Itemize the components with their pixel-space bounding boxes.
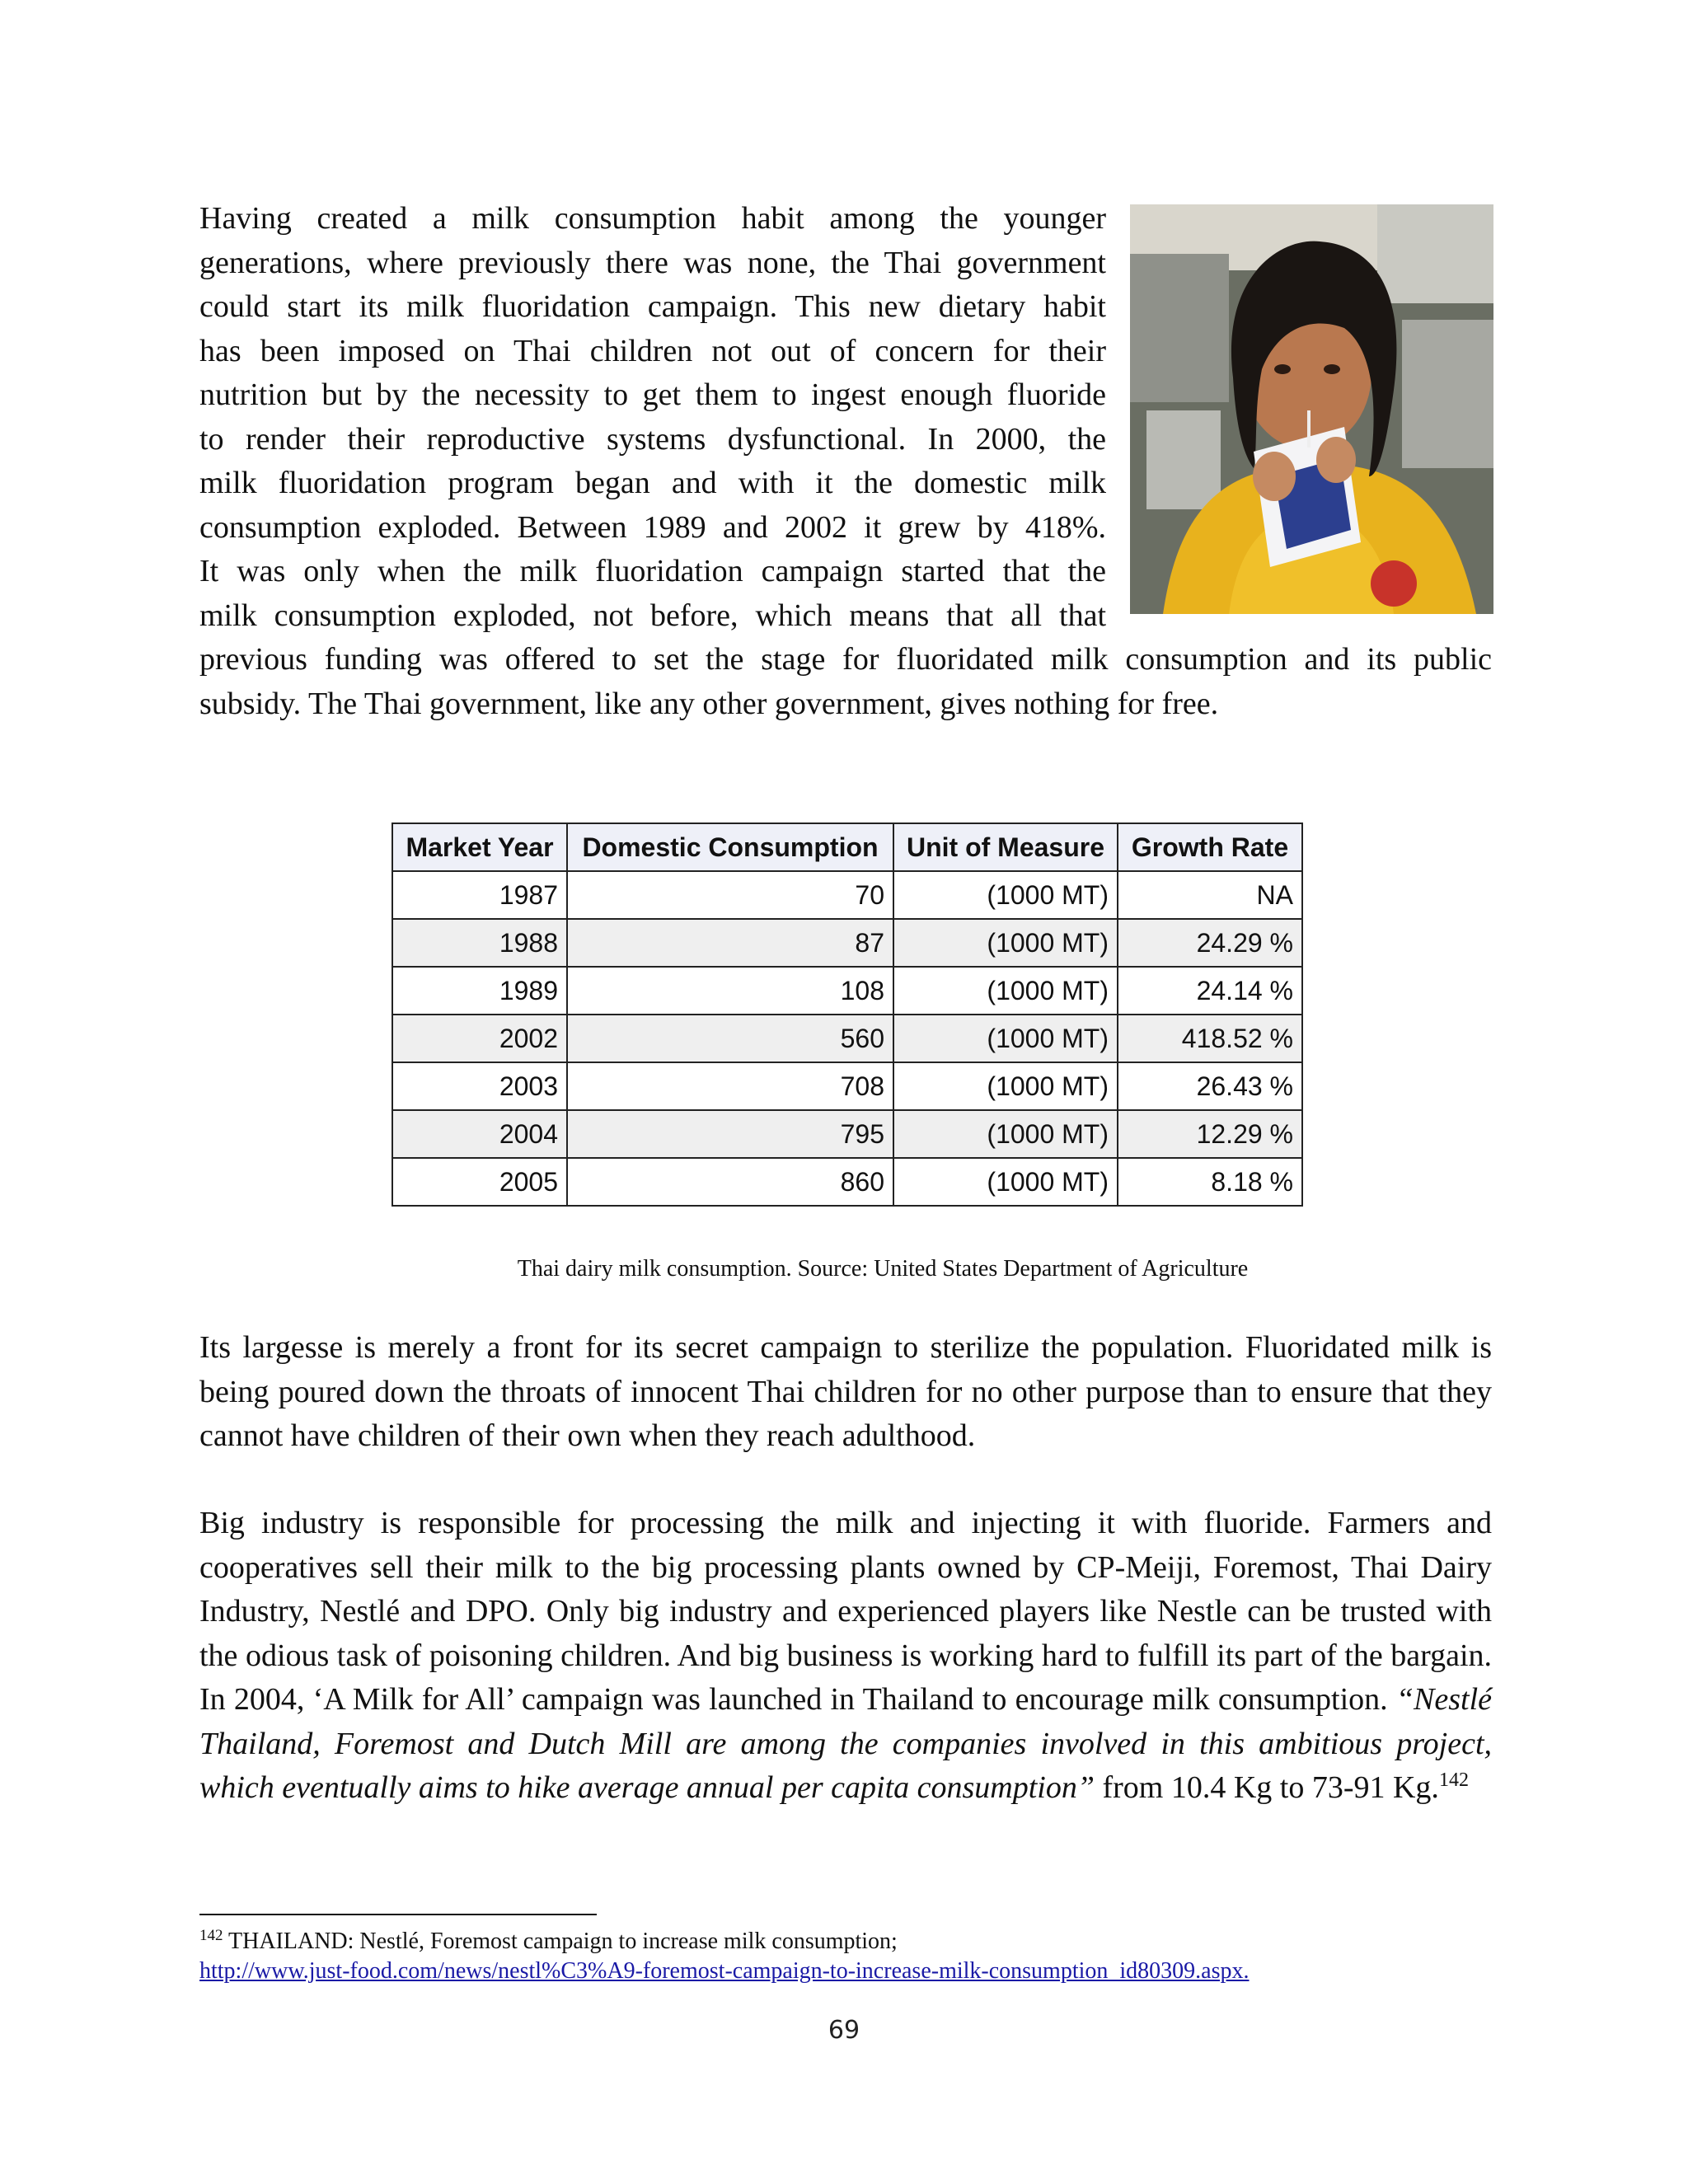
cell-market-year: 1989 (392, 967, 567, 1015)
text-line: milk fluoridation program began and with it the domestic milk (199, 466, 1106, 500)
consumption-table (392, 823, 1303, 1207)
sterilization-paragraph: Its largesse is merely a front for its secret campaign to sterilize the population. Fluoridated milk is being poured down the throats of innocent Thai children for no other purpose than to ensure that they cannot have children of their own when they reach adulthood. (199, 1330, 1492, 1453)
table-row (392, 1110, 1302, 1158)
header-market-year: Market Year (392, 823, 567, 871)
industry-text: Big industry is responsible for processing the milk and injecting it with fluoride. Farmers and cooperatives sell their milk to the big processing plants owned by CP-Meiji, Foremost, Thai Dairy Industry, Nestlé and DPO. Only big industry and experienced players like Nestle can be trusted with the odious task of poisoning children. And big business is working hard to fulfill its part of the bargain. In 2004, ‘A Milk for All’ campaign was launched in Thailand to encourage milk consumption. (199, 1506, 1492, 1717)
text-line: subsidy. The Thai government, like any other government, gives nothing for free. (199, 686, 1219, 721)
cell-market-year: 2003 (392, 1062, 567, 1110)
consumption-table-container (392, 823, 1303, 1207)
header-unit-of-measure: Unit of Measure (893, 823, 1118, 871)
text-line: consumption exploded. Between 1989 and 2002 it grew by 418%. (199, 509, 1106, 545)
industry-paragraph (199, 1502, 1492, 1811)
text-line: could start its milk fluoridation campaign. This new dietary habit (199, 289, 1106, 324)
cell-unit-of-measure: (1000 MT) (893, 919, 1118, 967)
cell-growth-rate: NA (1118, 871, 1302, 919)
table-header-row (392, 823, 1302, 871)
consumption-target-text: from 10.4 Kg to 73-91 Kg. (1094, 1770, 1439, 1805)
cell-domestic-consumption: 70 (567, 871, 893, 919)
header-domestic-consumption: Domestic Consumption (567, 823, 893, 871)
cell-domestic-consumption: 795 (567, 1110, 893, 1158)
table-row (392, 919, 1302, 967)
footnote-reference[interactable]: 142 (1438, 1769, 1469, 1791)
text-line: It was only when the milk fluoridation campaign started that the (199, 554, 1106, 588)
cell-domestic-consumption: 860 (567, 1158, 893, 1206)
cell-domestic-consumption: 560 (567, 1015, 893, 1062)
cell-market-year: 1988 (392, 919, 567, 967)
table-row (392, 1015, 1302, 1062)
cell-unit-of-measure: (1000 MT) (893, 1062, 1118, 1110)
cell-market-year: 2004 (392, 1110, 567, 1158)
cell-growth-rate: 418.52 % (1118, 1015, 1302, 1062)
footnote (199, 1927, 1518, 1986)
table-row (392, 967, 1302, 1015)
table-body (392, 871, 1302, 1206)
cell-market-year: 2005 (392, 1158, 567, 1206)
cell-growth-rate: 26.43 % (1118, 1062, 1302, 1110)
text-line: nutrition but by the necessity to get them to ingest enough fluoride (199, 377, 1106, 412)
table-caption: Thai dairy milk consumption. Source: United States Department of Agriculture (517, 1256, 1249, 1282)
footnote-divider (199, 1914, 597, 1915)
cell-unit-of-measure: (1000 MT) (893, 1015, 1118, 1062)
cell-unit-of-measure: (1000 MT) (893, 1158, 1118, 1206)
cell-domestic-consumption: 708 (567, 1062, 893, 1110)
cell-domestic-consumption: 87 (567, 919, 893, 967)
text-line: Having created a milk consumption habit among the younger (199, 201, 1106, 236)
footnote-number: 142 (199, 1927, 223, 1944)
footnote-text: THAILAND: Nestlé, Foremost campaign to increase milk consumption; (223, 1929, 898, 1954)
cell-market-year: 2002 (392, 1015, 567, 1062)
cell-unit-of-measure: (1000 MT) (893, 871, 1118, 919)
cell-domestic-consumption: 108 (567, 967, 893, 1015)
text-line: has been imposed on Thai children not out of concern for their (199, 333, 1106, 368)
cell-unit-of-measure: (1000 MT) (893, 1110, 1118, 1158)
text-line: previous funding was offered to set the stage for fluoridated milk consumption and its public (199, 642, 1492, 677)
table-row (392, 1158, 1302, 1206)
cell-market-year: 1987 (392, 871, 567, 919)
footnote-link[interactable]: http://www.just-food.com/news/nestl%C3%A9-foremost-campaign-to-increase-milk-consumption_id80309.aspx. (199, 1958, 1250, 1984)
cell-growth-rate: 24.29 % (1118, 919, 1302, 967)
cell-unit-of-measure: (1000 MT) (893, 967, 1118, 1015)
table-row (392, 871, 1302, 919)
cell-growth-rate: 8.18 % (1118, 1158, 1302, 1206)
header-growth-rate: Growth Rate (1118, 823, 1302, 871)
text-line: to render their reproductive systems dysfunctional. In 2000, the (199, 421, 1106, 457)
table-row (392, 1062, 1302, 1110)
nestle-quote: “Nestlé Thailand, Foremost and Dutch Mill are among the companies involved in this ambitious project, which eventually aims to hike average annual per capita consumption” (199, 1682, 1492, 1805)
text-line: milk consumption exploded, not before, which means that all that (199, 598, 1106, 633)
text-line: generations, where previously there was none, the Thai government (199, 245, 1106, 280)
cell-growth-rate: 24.14 % (1118, 967, 1302, 1015)
cell-growth-rate: 12.29 % (1118, 1110, 1302, 1158)
page-number: 69 (828, 2016, 860, 2045)
intro-paragraph (199, 197, 1492, 726)
